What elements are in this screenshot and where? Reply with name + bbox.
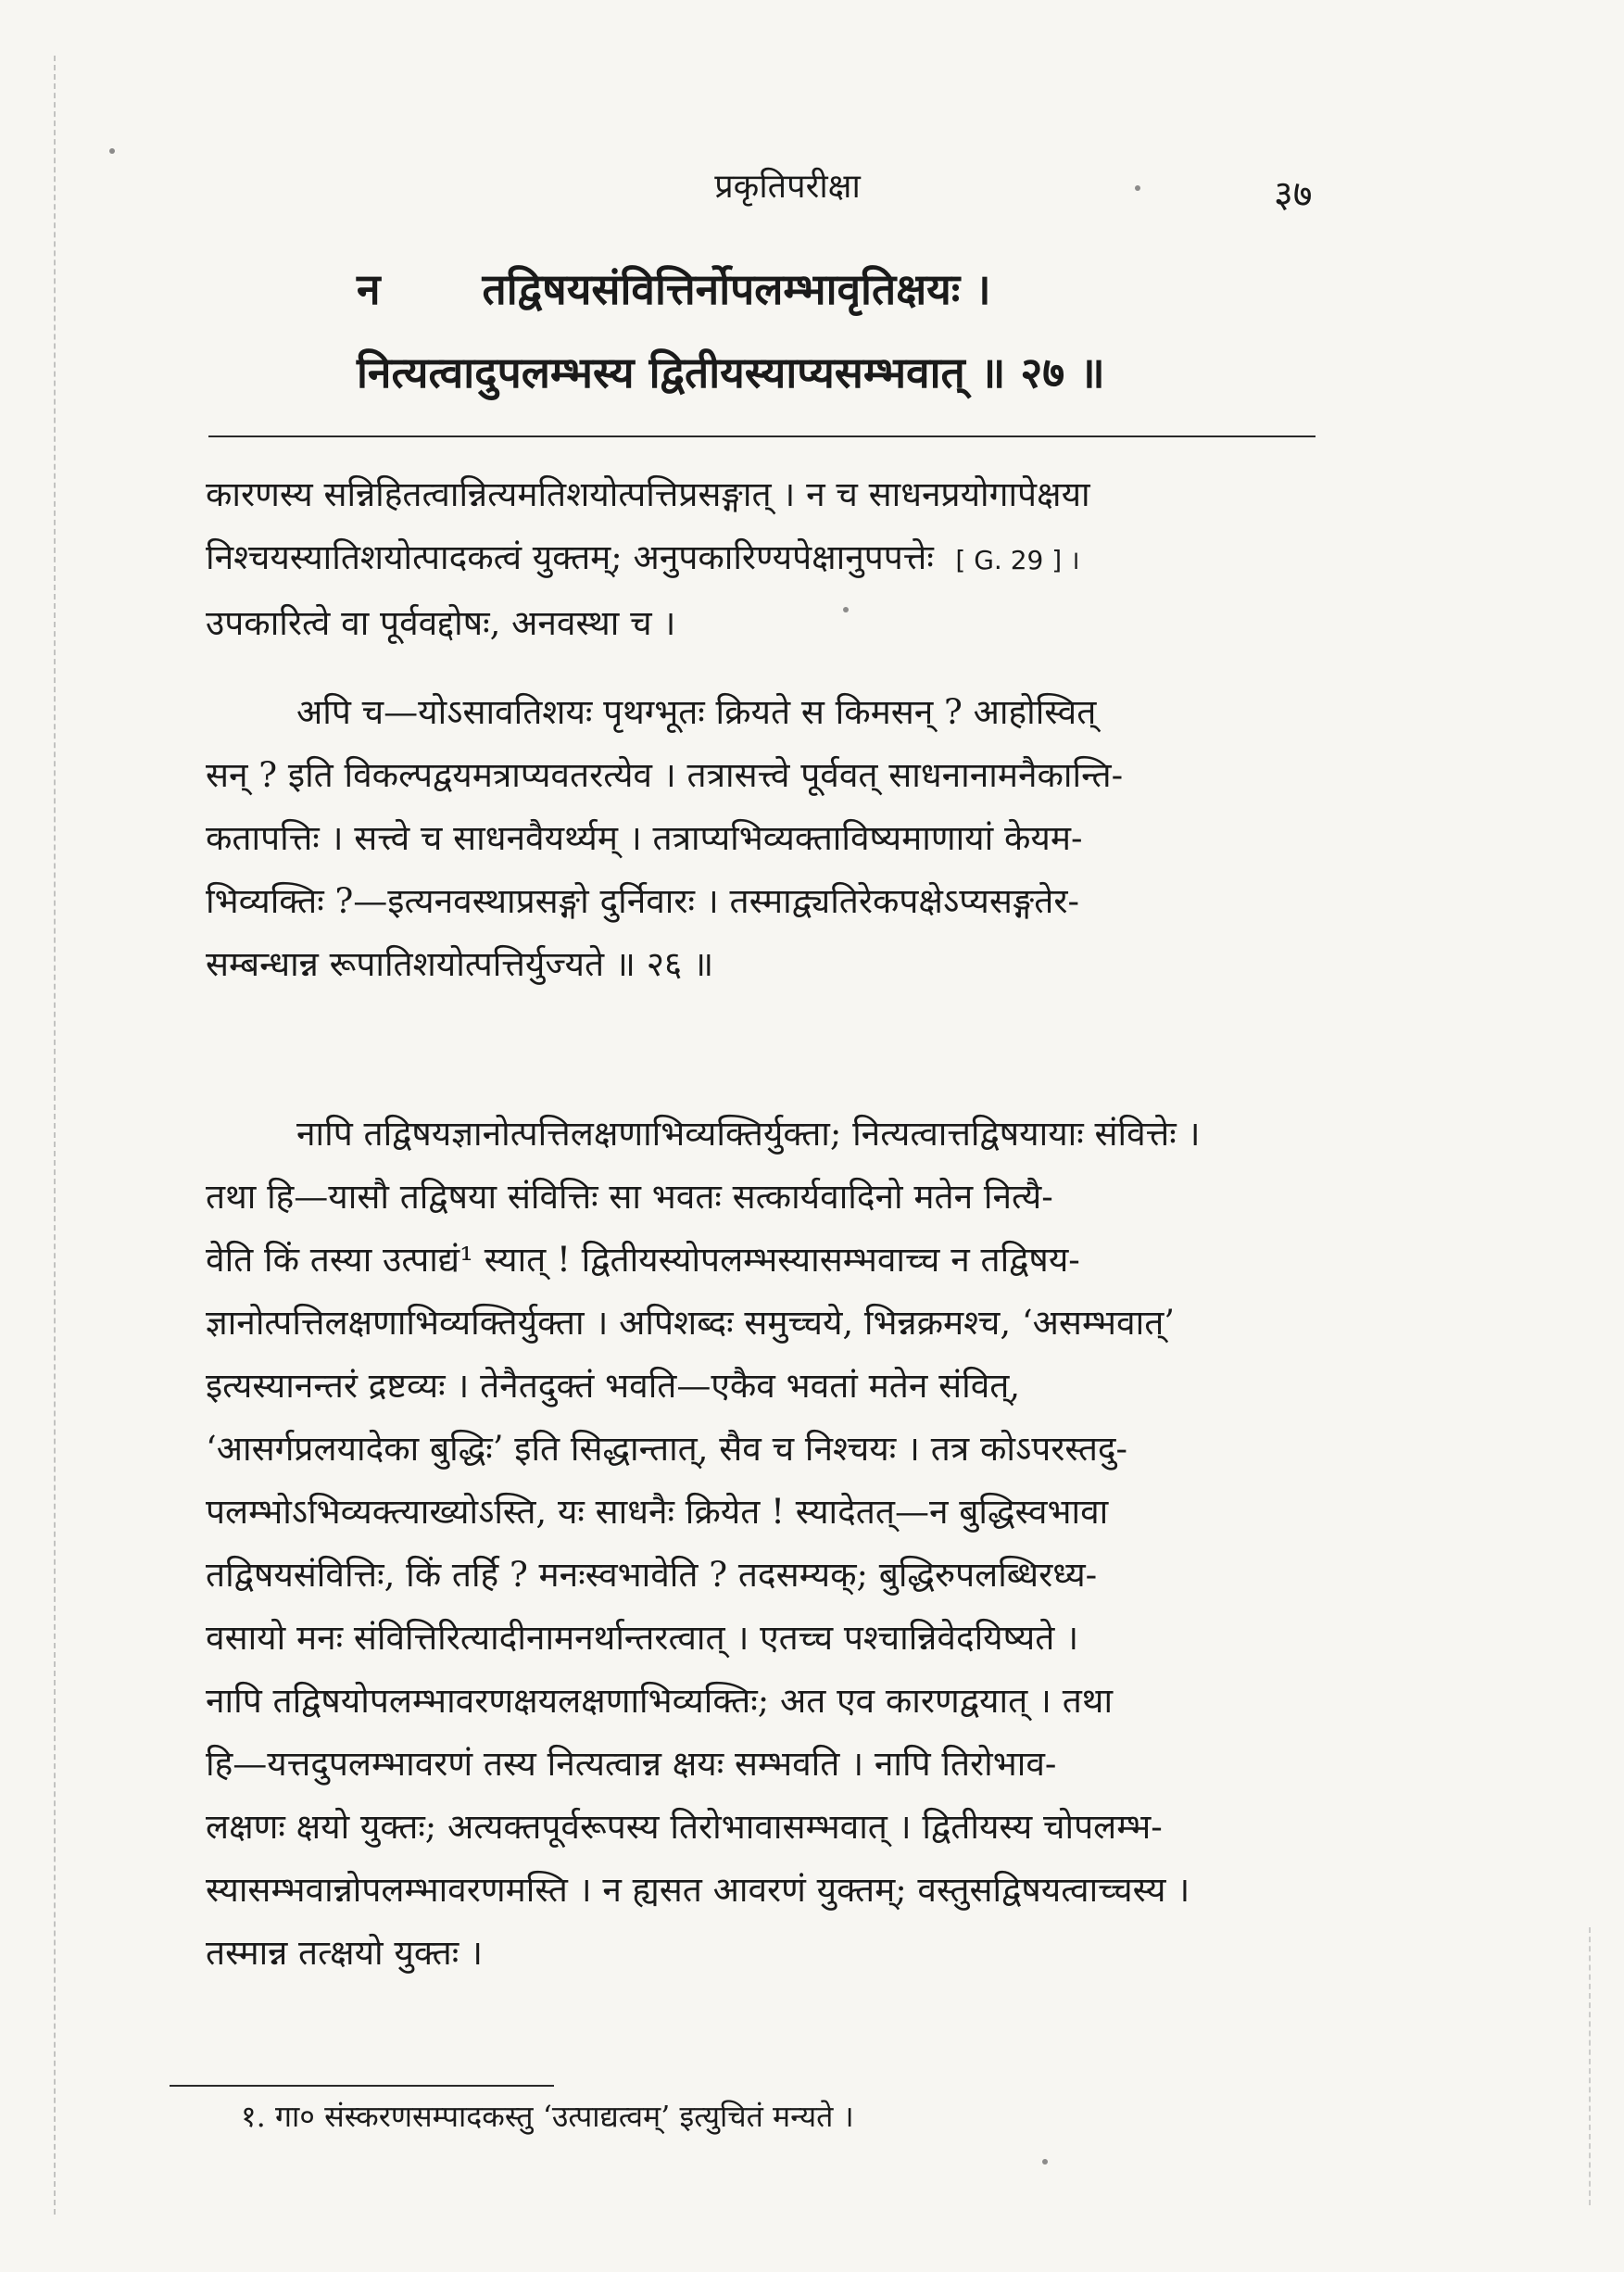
text-line: वसायो मनः संवित्तिरित्यादीनामनर्थान्तरत्वात् । एतच्च पश्चान्निवेदयिष्यते । — [206, 1618, 1079, 1658]
text-line: हि—यत्तदुपलम्भावरणं तस्य नित्यत्वान्न क्षयः सम्भवति । नापि तिरोभाव- — [206, 1744, 1057, 1784]
scan-margin-edge-right — [1589, 1927, 1591, 2205]
verse-line-1 — [357, 259, 1292, 317]
text-line-main: निश्चयस्यातिशयोत्पादकत्वं युक्तम्; अनुपकारिण्यपेक्षानुपपत्तेः — [206, 537, 934, 577]
verse-line-1-start: न — [357, 264, 381, 314]
text-line: इत्यस्यानन्तरं द्रष्टव्यः । तेनैतदुक्तं भवति—एकैव भवतां मतेन संवित्, — [206, 1366, 1021, 1406]
text-line: उपकारित्वे वा पूर्ववद्दोषः, अनवस्था च । — [206, 603, 676, 643]
text-line: ज्ञानोत्पत्तिलक्षणाभिव्यक्तिर्युक्ता । अपिशब्दः समुच्चये, भिन्नक्रमश्च, ‘असम्भवात्’ — [206, 1303, 1176, 1343]
text-line: सन् ? इति विकल्पद्वयमत्राप्यवतरत्येव । तत्रासत्त्वे पूर्ववत् साधनानामनैकान्ति- — [206, 755, 1124, 795]
verse-line-1-rest: तद्विषयसंवित्तिर्नोपलम्भावृतिक्षयः । — [482, 264, 991, 314]
text-line: भिव्यक्तिः ?—इत्यनवस्थाप्रसङ्गो दुर्निवारः । तस्माद्व्यतिरेकपक्षेऽप्यसङ्गतेर- — [206, 881, 1079, 921]
scan-margin-edge — [54, 56, 56, 2215]
scan-speck — [1135, 185, 1140, 191]
page-sigla: [ G. 29 ] । — [955, 545, 1080, 575]
text-line: अपि च—योऽसावतिशयः पृथग्भूतः क्रियते स किमसन् ? आहोस्वित् — [296, 692, 1097, 732]
text-line: सम्बन्धान्न रूपातिशयोत्पत्तिर्युज्यते ॥ २६ ॥ — [206, 944, 714, 984]
text-line: ‘आसर्गप्रलयादेका बुद्धिः’ इति सिद्धान्तात्, सैव च निश्चयः । तत्र कोऽपरस्तदु- — [206, 1429, 1128, 1469]
scan-speck — [109, 148, 115, 154]
verse-line-2: नित्यत्वादुपलम्भस्य द्वितीयस्याप्यसम्भवात् ॥ २७ ॥ — [357, 347, 1105, 398]
text-line: तथा हि—यासौ तद्विषया संवित्तिः सा भवतः सत्कार्यवादिनो मतेन नित्यै- — [206, 1177, 1053, 1217]
scan-speck — [1042, 2159, 1048, 2165]
running-title: प्रकृतिपरीक्षा — [714, 168, 861, 206]
footnote: १. गा० संस्करणसम्पादकस्तु ‘उत्पाद्यत्वम्’ इत्युचितं मन्यते । — [241, 2099, 854, 2134]
paragraph-2 — [206, 681, 1334, 996]
text-line: कारणस्य सन्निहितत्वान्नित्यमतिशयोत्पत्तिप्रसङ्गात् । न च साधनप्रयोगापेक्षया — [206, 474, 1090, 514]
text-line: तद्विषयसंवित्तिः, किं तर्हि ? मनःस्वभावेति ? तदसम्यक्; बुद्धिरुपलब्धिरध्य- — [206, 1555, 1098, 1595]
paragraph-1 — [206, 463, 1334, 655]
text-line: लक्षणः क्षयो युक्तः; अत्यक्तपूर्वरूपस्य तिरोभावासम्भवात् । द्वितीयस्य चोपलम्भ- — [206, 1807, 1163, 1847]
header-rule — [208, 435, 1316, 437]
text-line: कतापत्तिः । सत्त्वे च साधनवैयर्थ्यम् । तत्राप्यभिव्यक्ताविष्यमाणायां केयम- — [206, 818, 1083, 858]
footnote-rule — [170, 2085, 554, 2087]
paragraph-3 — [206, 1103, 1334, 1985]
text-line — [206, 526, 1334, 592]
text-line: पलम्भोऽभिव्यक्त्याख्योऽस्ति, यः साधनैः क्रियेत ! स्यादेतत्—न बुद्धिस्वभावा — [206, 1492, 1109, 1532]
text-line: वेति किं तस्या उत्पाद्यं¹ स्यात् ! द्वितीयस्योपलम्भस्यासम्भवाच्च न तद्विषय- — [206, 1240, 1080, 1280]
text-line: स्यासम्भवान्नोपलम्भावरणमस्ति । न ह्यसत आवरणं युक्तम्; वस्तुसद्विषयत्वाच्चस्य । — [206, 1870, 1190, 1910]
text-line: तस्मान्न तत्क्षयो युक्तः । — [206, 1933, 484, 1973]
text-line: नापि तद्विषयज्ञानोत्पत्तिलक्षणाभिव्यक्तिर्युक्ता; नित्यत्वात्तद्विषयायाः संवित्तेः । — [296, 1114, 1201, 1154]
text-line: नापि तद्विषयोपलम्भावरणक्षयलक्षणाभिव्यक्तिः; अत एव कारणद्वयात् । तथा — [206, 1681, 1114, 1721]
page-number: ३७ — [1274, 173, 1313, 216]
